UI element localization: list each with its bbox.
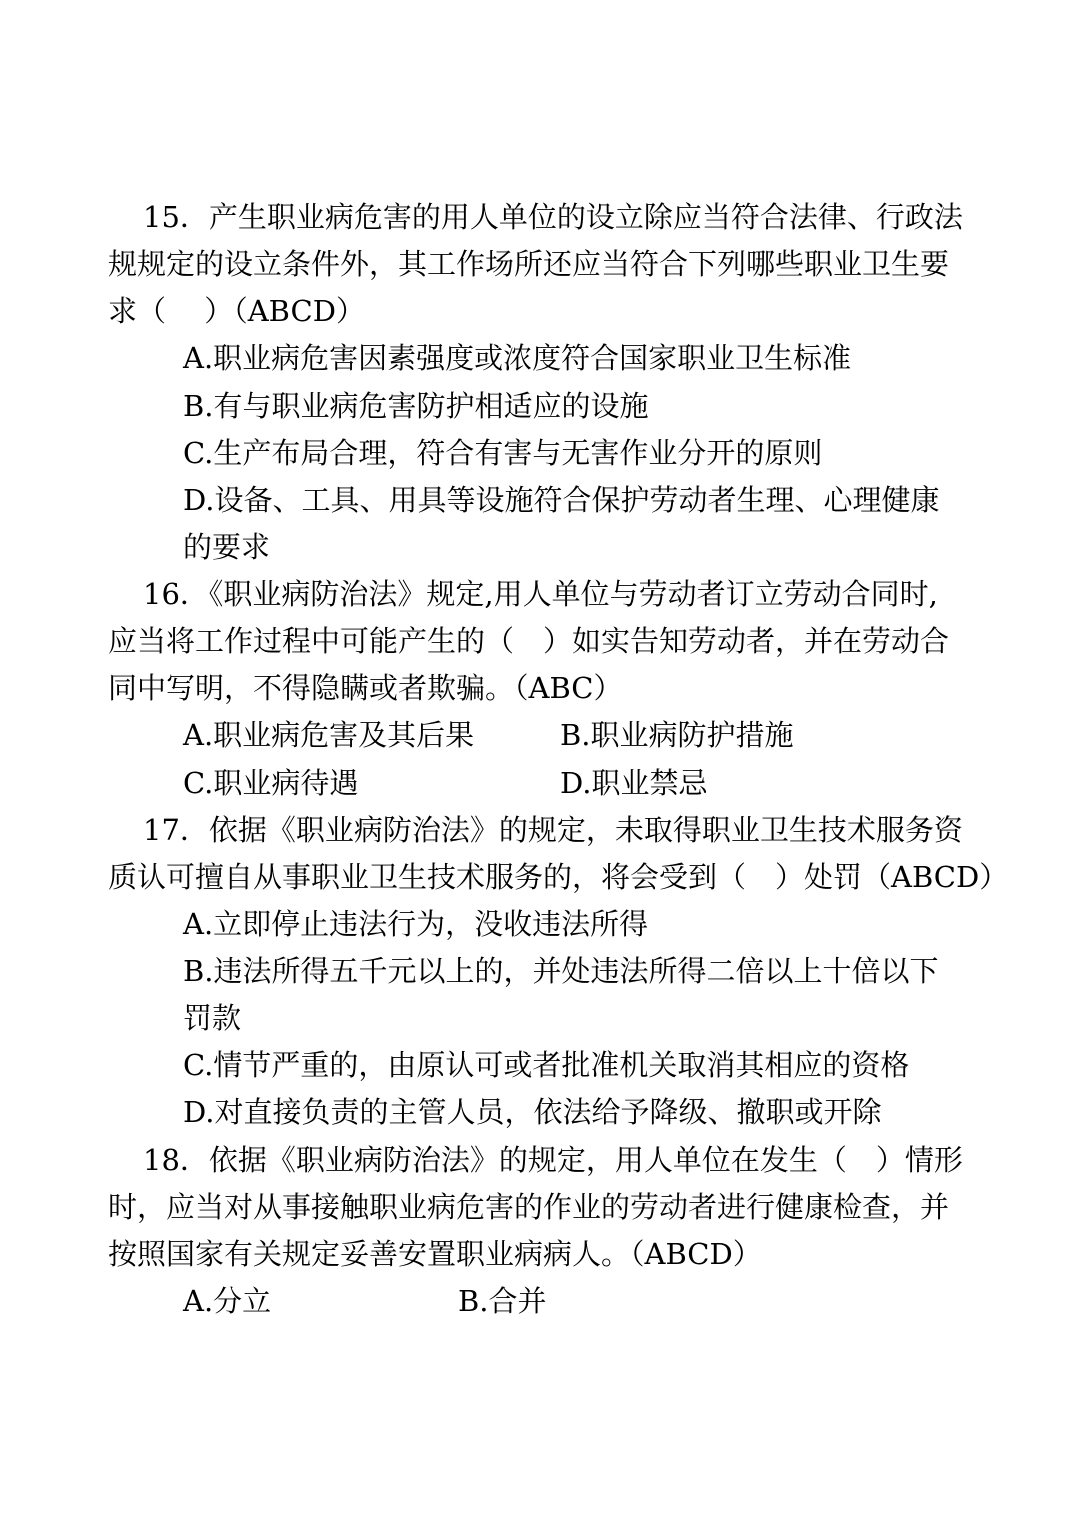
question-stem-line: 按照国家有关规定妥善安置职业病病人。（ABCD）	[108, 1236, 762, 1271]
option-label: D.	[560, 765, 592, 800]
question-stem-line: 规规定的设立条件外，其工作场所还应当符合下列哪些职业卫生要	[108, 247, 950, 282]
option-a	[0, 335, 1080, 382]
question-stem-first-line	[0, 571, 1080, 618]
option-c	[0, 1042, 1080, 1089]
option-b	[458, 1278, 547, 1325]
option-b	[560, 712, 794, 759]
question-stem-line: 产生职业病危害的用人单位的设立除应当符合法律、行政法	[208, 200, 963, 234]
option-text: 违法所得五千元以上的，并处违法所得二倍以上十倍以下	[213, 954, 939, 988]
option-a	[183, 1278, 271, 1325]
option-text-continuation: 罚款	[183, 1001, 242, 1036]
option-text: 对直接负责的主管人员，依法给予降级、撤职或开除	[214, 1095, 882, 1130]
option-a	[0, 901, 1080, 948]
option-row	[0, 760, 1080, 807]
option-label: C.	[183, 1048, 214, 1083]
question-stem-line: 同中写明，不得隐瞒或者欺骗。（ABC）	[108, 671, 623, 706]
option-d	[560, 760, 707, 807]
option-label: A.	[183, 1283, 214, 1318]
option-d	[0, 477, 1080, 524]
option-c	[183, 760, 358, 807]
option-label: C.	[183, 765, 214, 800]
option-text: 职业病防护措施	[590, 718, 794, 753]
option-text: 职业病危害及其后果	[213, 718, 475, 753]
option-text: 分立	[213, 1283, 272, 1318]
question-stem-line: 质认可擅自从事职业卫生技术服务的，将会受到（ ）处罚（ABCD）	[108, 859, 1009, 894]
option-label: D.	[183, 482, 215, 517]
option-label: B.	[458, 1283, 489, 1318]
question-number: 18．	[143, 1142, 209, 1177]
option-text: 职业病危害因素强度或浓度符合国家职业卫生标准	[213, 341, 852, 376]
question-16	[0, 571, 1080, 807]
question-number: 16．	[143, 577, 209, 611]
question-stem-first-line	[0, 807, 1080, 854]
question-stem-line: 依据《职业病防治法》的规定，未取得职业卫生技术服务资	[208, 812, 963, 847]
option-label: B.	[183, 388, 214, 423]
option-c	[0, 430, 1080, 477]
option-text: 有与职业病危害防护相适应的设施	[213, 388, 649, 423]
option-b	[0, 383, 1080, 430]
option-text: 职业病待遇	[213, 765, 359, 800]
option-label: B.	[560, 718, 591, 753]
question-18	[0, 1137, 1080, 1326]
option-b	[0, 948, 1080, 995]
option-d	[0, 1089, 1080, 1136]
question-stem-first-line	[0, 1137, 1080, 1184]
option-row	[0, 712, 1080, 759]
option-label: A.	[183, 341, 214, 376]
question-stem-line: 《职业病防治法》规定,用人单位与劳动者订立劳动合同时,	[208, 577, 938, 611]
question-number: 15．	[143, 200, 209, 234]
option-label: D.	[183, 1095, 215, 1130]
question-stem-line: 依据《职业病防治法》的规定，用人单位在发生（ ）情形	[208, 1142, 963, 1177]
option-text: 职业禁忌	[591, 765, 708, 800]
question-list	[0, 194, 1080, 1325]
question-15	[0, 194, 1080, 571]
option-text: 合并	[488, 1283, 547, 1318]
question-17	[0, 807, 1080, 1137]
option-text-continuation: 的要求	[183, 529, 271, 564]
option-a	[183, 712, 474, 759]
option-text: 生产布局合理，符合有害与无害作业分开的原则	[213, 435, 823, 470]
option-label: B.	[183, 954, 214, 988]
question-stem-line: 应当将工作过程中可能产生的（ ）如实告知劳动者，并在劳动合	[108, 624, 950, 659]
question-stem-line: 时，应当对从事接触职业病危害的作业的劳动者进行健康检查，并	[108, 1189, 950, 1224]
question-stem-line: 求（ ）（ABCD）	[108, 294, 365, 329]
option-label: A.	[183, 906, 214, 941]
question-stem-first-line	[0, 194, 1080, 241]
option-label: A.	[183, 718, 214, 753]
option-text: 情节严重的，由原认可或者批准机关取消其相应的资格	[213, 1048, 910, 1083]
option-text: 立即停止违法行为，没收违法所得	[213, 906, 649, 941]
option-text: 设备、工具、用具等设施符合保护劳动者生理、心理健康	[214, 482, 940, 517]
option-row	[0, 1278, 1080, 1325]
question-number: 17．	[143, 812, 209, 847]
option-label: C.	[183, 435, 214, 470]
